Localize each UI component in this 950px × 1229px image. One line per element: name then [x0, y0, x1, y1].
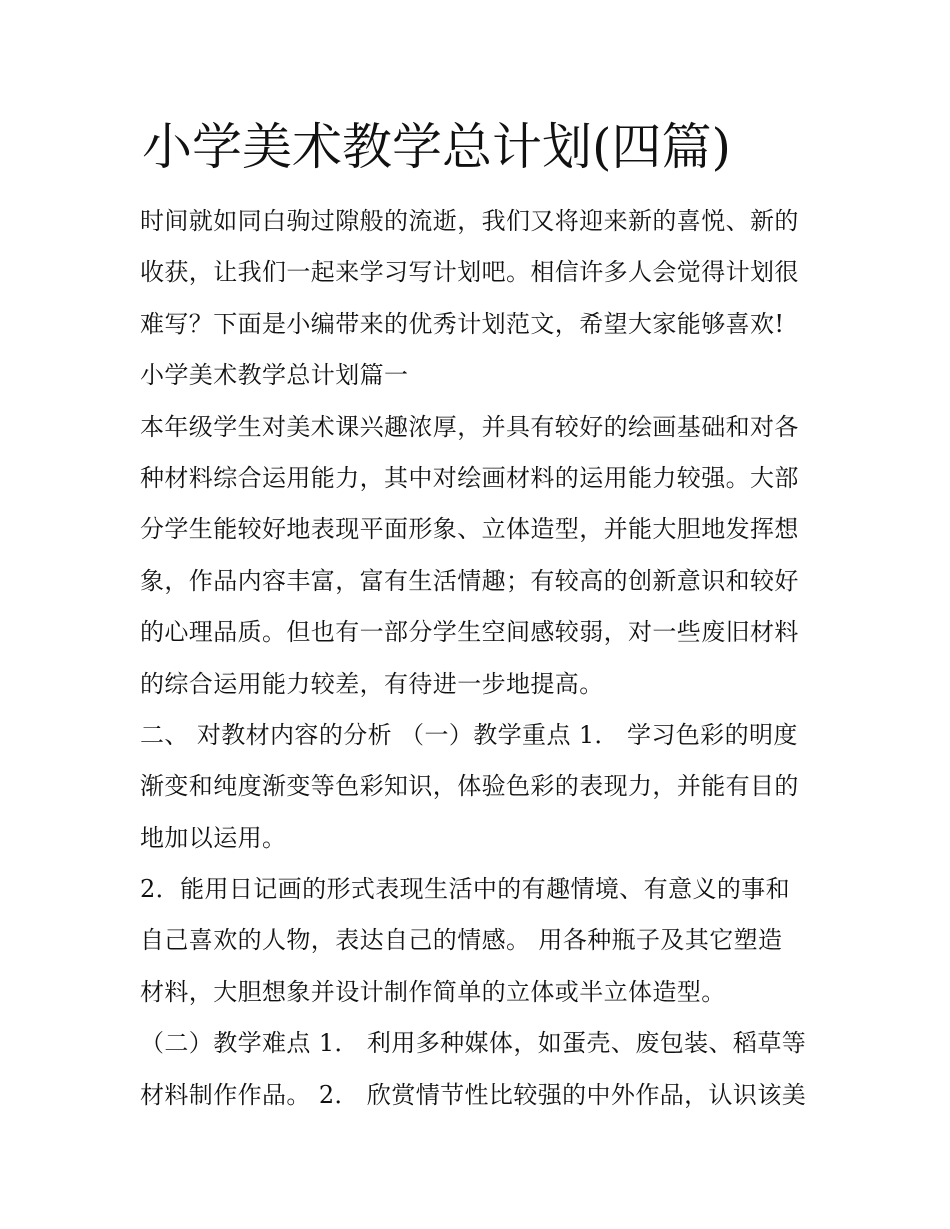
body-line: 二、 对教材内容的分析 （一）教学重点 1． 学习色彩的明度 — [140, 720, 798, 749]
document-body — [140, 196, 820, 1121]
document-title: 小学美术教学总计划(四篇) — [142, 118, 732, 176]
body-line: 2．能用日记画的形式表现生活中的有趣情境、有意义的事和 — [140, 875, 791, 904]
body-line: 的综合运用能力较差，有待进一步地提高。 — [140, 669, 604, 698]
body-line: 的心理品质。但也有一部分学生空间感较弱，对一些废旧材料 — [140, 618, 799, 647]
body-line: 材料，大胆想象并设计制作简单的立体或半立体造型。 — [140, 977, 726, 1006]
body-line: 象，作品内容丰富，富有生活情趣；有较高的创新意识和较好 — [140, 566, 799, 595]
body-line: 收获，让我们一起来学习写计划吧。相信许多人会觉得计划很 — [140, 258, 799, 287]
body-line: 分学生能较好地表现平面形象、立体造型，并能大胆地发挥想 — [140, 515, 799, 544]
body-line: 种材料综合运用能力，其中对绘画材料的运用能力较强。大部 — [140, 463, 799, 492]
section-heading: 小学美术教学总计划篇一 — [140, 361, 409, 390]
body-line: 本年级学生对美术课兴趣浓厚，并具有较好的绘画基础和对各 — [140, 412, 799, 441]
body-line: （二）教学难点 1． 利用多种媒体，如蛋壳、废包装、稻草等 — [140, 1029, 807, 1058]
body-line: 难写？下面是小编带来的优秀计划范文，希望大家能够喜欢! — [140, 309, 785, 338]
body-line: 材料制作作品。 2． 欣赏情节性比较强的中外作品，认识该美 — [140, 1080, 807, 1109]
body-line: 地加以运用。 — [140, 823, 287, 852]
body-line: 自己喜欢的人物，表达自己的情感。 用各种瓶子及其它塑造 — [140, 926, 783, 955]
body-line: 渐变和纯度渐变等色彩知识，体验色彩的表现力，并能有目的 — [140, 772, 799, 801]
body-line: 时间就如同白驹过隙般的流逝，我们又将迎来新的喜悦、新的 — [140, 207, 799, 235]
